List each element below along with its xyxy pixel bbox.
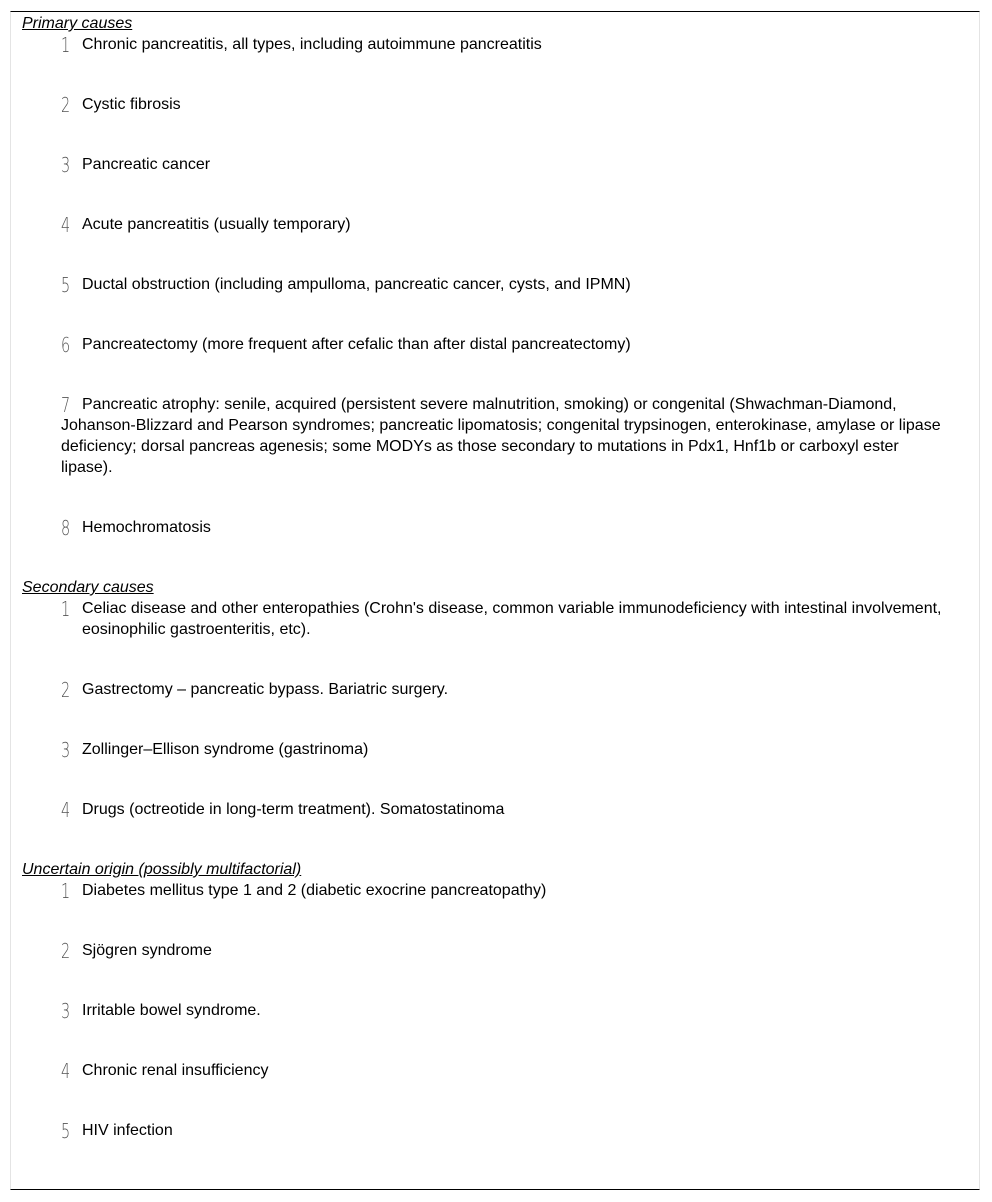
section-heading: Uncertain origin (possibly multifactorial) [22,861,302,878]
item-number: 3 [61,999,71,1023]
item-text: Acute pancreatitis (usually temporary) [82,216,351,233]
item-number: 4 [61,798,71,822]
item-number: 2 [61,678,71,702]
list-item [61,679,952,700]
item-text: Pancreatectomy (more frequent after cefalic than after distal pancreatectomy) [82,336,631,353]
item-number: 2 [61,939,71,963]
item-number: 8 [61,516,71,540]
list-item [61,739,952,760]
causes-list [22,13,952,1180]
list-item [61,940,952,961]
item-text: HIV infection [82,1122,173,1139]
item-text: Chronic renal insufficiency [82,1062,269,1079]
section-secondary-causes [22,577,952,820]
item-text: Drugs (octreotide in long-term treatment). Somatostatinoma [82,801,505,818]
list-item [61,214,952,235]
item-text: Gastrectomy – pancreatic bypass. Bariatric surgery. [82,681,449,698]
item-text: Celiac disease and other enteropathies (Crohn's disease, common variable immunodeficiency with intestinal involvement, eosinophilic gastroenteritis, etc). [82,600,942,638]
item-number: 4 [61,1059,71,1083]
list-item [61,799,952,820]
item-text: Zollinger–Ellison syndrome (gastrinoma) [82,741,369,758]
item-number: 3 [61,153,71,177]
item-text: Pancreatic cancer [82,156,211,173]
list-item [61,598,952,640]
list-item [61,1000,952,1021]
list-item [61,394,952,478]
item-number: 7 [61,393,71,417]
list-item [61,517,952,538]
list-item [61,334,952,355]
secondary-causes-list [22,598,952,820]
item-number: 1 [61,33,71,57]
item-number: 3 [61,738,71,762]
item-number: 1 [61,597,71,621]
item-number: 5 [61,1119,71,1143]
primary-causes-list [22,34,952,538]
item-number: 2 [61,93,71,117]
section-heading: Secondary causes [22,579,154,596]
section-uncertain-origin [22,859,952,1141]
item-text: Cystic fibrosis [82,96,181,113]
uncertain-origin-list [22,880,952,1141]
section-heading: Primary causes [22,15,133,32]
list-item [61,34,952,55]
list-item [61,154,952,175]
item-number: 6 [61,333,71,357]
list-item [61,94,952,115]
item-number: 4 [61,213,71,237]
list-item [61,880,952,901]
item-text: Irritable bowel syndrome. [82,1002,261,1019]
item-text: Pancreatic atrophy: senile, acquired (persistent severe malnutrition, smoking) or congenital (Shwachman-Diamond, Johanson-Blizzard and Pearson syndromes; pancreatic lipomatosis; congenital trypsinogen, enterokinase, amylase or lipase deficiency; dorsal pancreas agenesis; some MODYs as those secondary to mutations in Pdx1, Hnf1b or carboxyl ester lipase). [61,396,941,476]
item-number: 1 [61,879,71,903]
list-item [61,1060,952,1081]
item-number: 5 [61,273,71,297]
section-primary-causes [22,13,952,538]
item-text: Sjögren syndrome [82,942,212,959]
list-item [61,274,952,295]
item-text: Diabetes mellitus type 1 and 2 (diabetic exocrine pancreatopathy) [82,882,547,899]
item-text: Ductal obstruction (including ampulloma, pancreatic cancer, cysts, and IPMN) [82,276,631,293]
item-text: Chronic pancreatitis, all types, including autoimmune pancreatitis [82,36,542,53]
item-text: Hemochromatosis [82,519,211,536]
list-item [61,1120,952,1141]
